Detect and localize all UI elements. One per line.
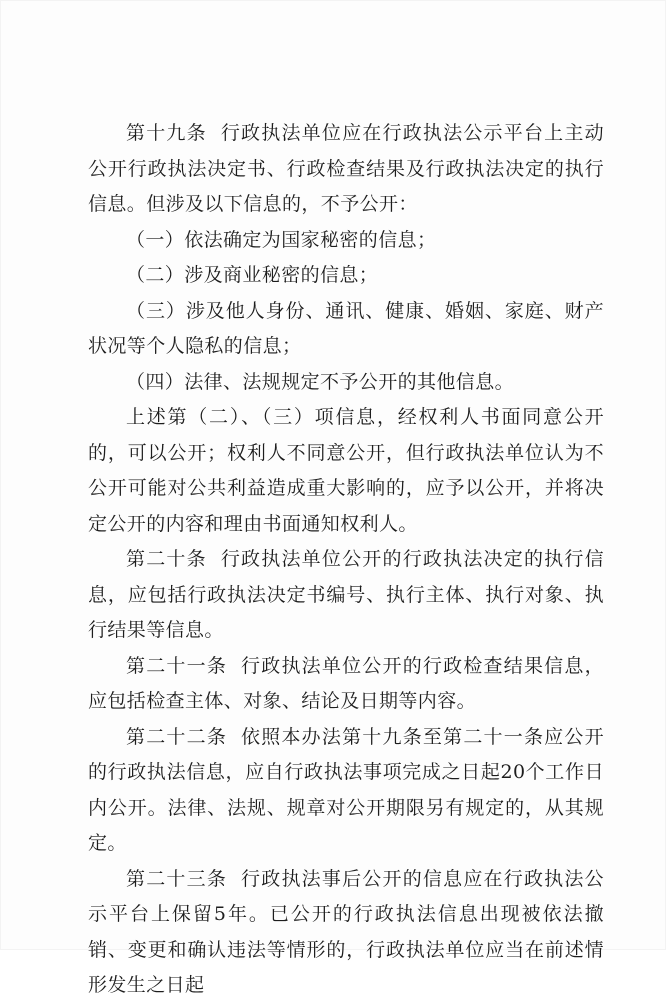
article-19-item-2-text: （二）涉及商业秘密的信息；: [126, 264, 379, 286]
article-20-label: 第二十条: [126, 548, 207, 570]
article-19-label: 第十九条: [126, 122, 207, 144]
article-19-item-1: [88, 223, 604, 259]
article-20-paragraph: [88, 542, 604, 649]
article-22-paragraph: [88, 720, 604, 862]
article-19-item-1-text: （一）依法确定为国家秘密的信息；: [126, 228, 437, 251]
article-19-exception-paragraph: [88, 400, 604, 542]
article-23-paragraph: [88, 862, 604, 1004]
article-21-label: 第二十一条: [126, 654, 228, 677]
article-19-paragraph: [88, 116, 604, 223]
article-19-text: 行政执法单位应在行政执法公示平台上主动公开行政执法决定书、行政检查结果及行政执法决定的执行信息。但涉及以下信息的，不予公开：: [88, 122, 604, 215]
article-19-item-3-text: （三）涉及他人身份、通讯、健康、婚姻、家庭、财产状况等个人隐私的信息；: [88, 299, 604, 357]
article-22-label: 第二十二条: [126, 725, 228, 748]
article-22-text: 依照本办法第十九条至第二十一条应公开的行政执法信息，应自行政执法事项完成之日起20个工作日内公开。法律、法规、规章对公开期限另有规定的，从其规定。: [88, 725, 604, 854]
article-19-exception-text: 上述第（二）、（三）项信息，经权利人书面同意公开的，可以公开；权利人不同意公开，但行政执法单位认为不公开可能对公共利益造成重大影响的，应予以公开，并将决定公开的内容和理由书面通知权利人。: [88, 406, 604, 535]
article-23-label: 第二十三条: [126, 867, 228, 890]
article-19-item-2: [88, 258, 604, 294]
document-body: [88, 116, 604, 1004]
article-23-text: 行政执法事后公开的信息应在行政执法公示平台上保留5年。已公开的行政执法信息出现被依法撤销、变更和确认违法等情形的，行政执法单位应当在前述情形发生之日起: [88, 867, 604, 996]
article-19-item-3: [88, 294, 604, 365]
article-19-item-4: [88, 365, 604, 401]
article-21-text: 行政执法单位公开的行政检查结果信息，应包括检查主体、对象、结论及日期等内容。: [88, 654, 604, 712]
article-20-text: 行政执法单位公开的行政执法决定的执行信息，应包括行政执法决定书编号、执行主体、执行对象、执行结果等信息。: [88, 548, 604, 641]
article-21-paragraph: [88, 649, 604, 720]
article-19-item-4-text: （四）法律、法规规定不予公开的其他信息。: [126, 370, 515, 393]
